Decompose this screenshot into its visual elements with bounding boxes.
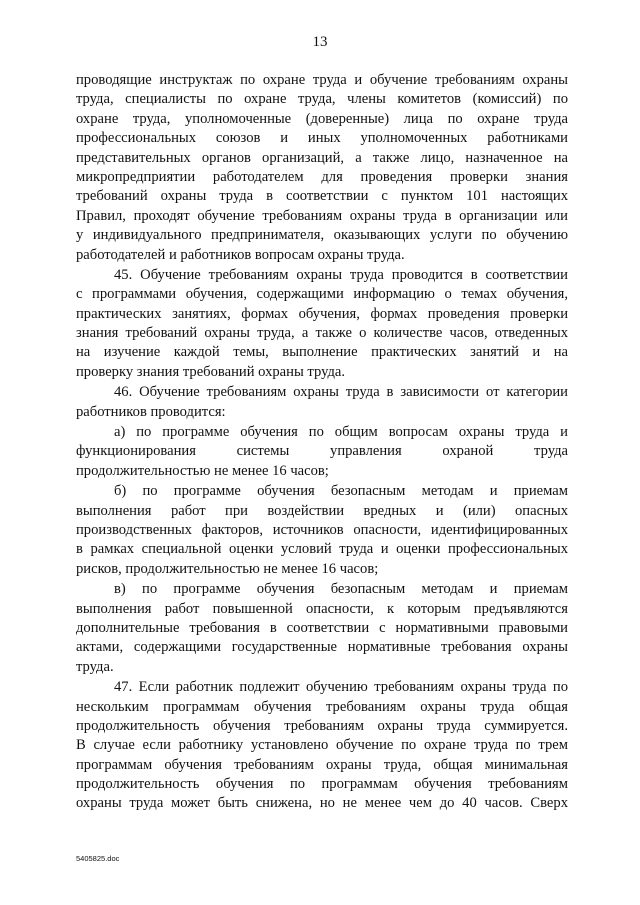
paragraph-46-a: [76, 423, 568, 481]
text-line: продолжительность обучения по программам обучения требованиям: [76, 776, 568, 793]
text-line: труда.: [76, 658, 114, 675]
text-line: дополнительные требования в соответствии с нормативными правовыми: [76, 619, 568, 636]
text-line: функционирования системы управления охраной труда: [76, 443, 568, 460]
paragraph-continuation: [76, 71, 568, 265]
text-line: рисков, продолжительностью не менее 16 часов;: [76, 560, 379, 577]
text-line: 46. Обучение требованиям охраны труда в зависимости от категории: [114, 384, 568, 401]
document-body: [76, 71, 568, 815]
text-line: продолжительностью не менее 16 часов;: [76, 462, 329, 479]
text-line: В случае если работнику установлено обучение по охране труда по трем: [76, 737, 568, 754]
text-line: у индивидуального предпринимателя, оказывающих услуги по обучению: [76, 227, 568, 244]
text-line: б) по программе обучения безопасным методам и приемам: [114, 483, 568, 500]
text-line: в рамках специальной оценки условий труда и оценки профессиональных: [76, 541, 568, 558]
paragraph-45: [76, 266, 568, 382]
text-line: а) по программе обучения по общим вопросам охраны труда и: [114, 424, 568, 441]
text-line: работников проводится:: [76, 403, 226, 420]
text-line: программам обучения требованиям охраны труда, общая минимальная: [76, 756, 568, 773]
text-line: проверку знания требований охраны труда.: [76, 363, 346, 380]
text-line: работодателей и работников вопросам охраны труда.: [76, 246, 405, 263]
text-line: представительных органов организаций, а также лицо, назначенное на: [76, 149, 568, 166]
text-line: профессиональных союзов и иных уполномоченных работниками: [76, 130, 568, 147]
text-line: выполнения работ повышенной опасности, к которым предъявляются: [76, 600, 568, 617]
text-line: охраны труда может быть снижена, но не менее чем до 40 часов. Сверх: [76, 795, 568, 812]
text-line: требований охраны труда в соответствии с пунктом 101 настоящих: [76, 188, 568, 205]
paragraph-46: [76, 383, 568, 422]
text-line: нескольким программам обучения требованиям охраны труда общая: [76, 698, 568, 715]
text-line: с программами обучения, содержащими информацию о темах обучения,: [76, 286, 568, 303]
text-line: в) по программе обучения безопасным методам и приемам: [114, 581, 568, 598]
text-line: 45. Обучение требованиям охраны труда проводится в соответствии: [114, 266, 568, 283]
text-line: практических занятиях, формах обучения, формах проведения проверки: [76, 305, 568, 322]
text-line: на изучение каждой темы, выполнение практических занятий и на: [76, 344, 568, 361]
text-line: микропредприятии работодателем для проведения проверки знания: [76, 168, 568, 185]
text-line: выполнения работ при воздействии вредных и (или) опасных: [76, 502, 568, 519]
file-name-footer: 5405825.doc: [76, 854, 120, 863]
text-line: Правил, проходят обучение требованиям охраны труда в организации или: [76, 207, 568, 224]
paragraph-46-v: [76, 580, 568, 677]
page-number: 13: [312, 34, 328, 50]
paragraph-46-b: [76, 482, 568, 579]
text-line: продолжительность обучения требованиям охраны труда суммируется.: [76, 717, 568, 734]
text-line: проводящие инструктаж по охране труда и обучение требованиям охраны: [76, 72, 568, 88]
text-line: актами, содержащими государственные нормативные требования охраны: [76, 639, 568, 656]
text-line: знания требований охраны труда, а также о количестве часов, отведенных: [76, 325, 568, 342]
text-line: труда, специалисты по охране труда, члены комитетов (комиссий) по: [76, 91, 568, 108]
text-line: 47. Если работник подлежит обучению требованиям охраны труда по: [114, 679, 568, 696]
text-line: охране труда, уполномоченные (доверенные) лица по охране труда: [76, 110, 568, 127]
text-line: производственных факторов, источников опасности, идентифицированных: [76, 521, 568, 538]
paragraph-47: [76, 678, 568, 814]
